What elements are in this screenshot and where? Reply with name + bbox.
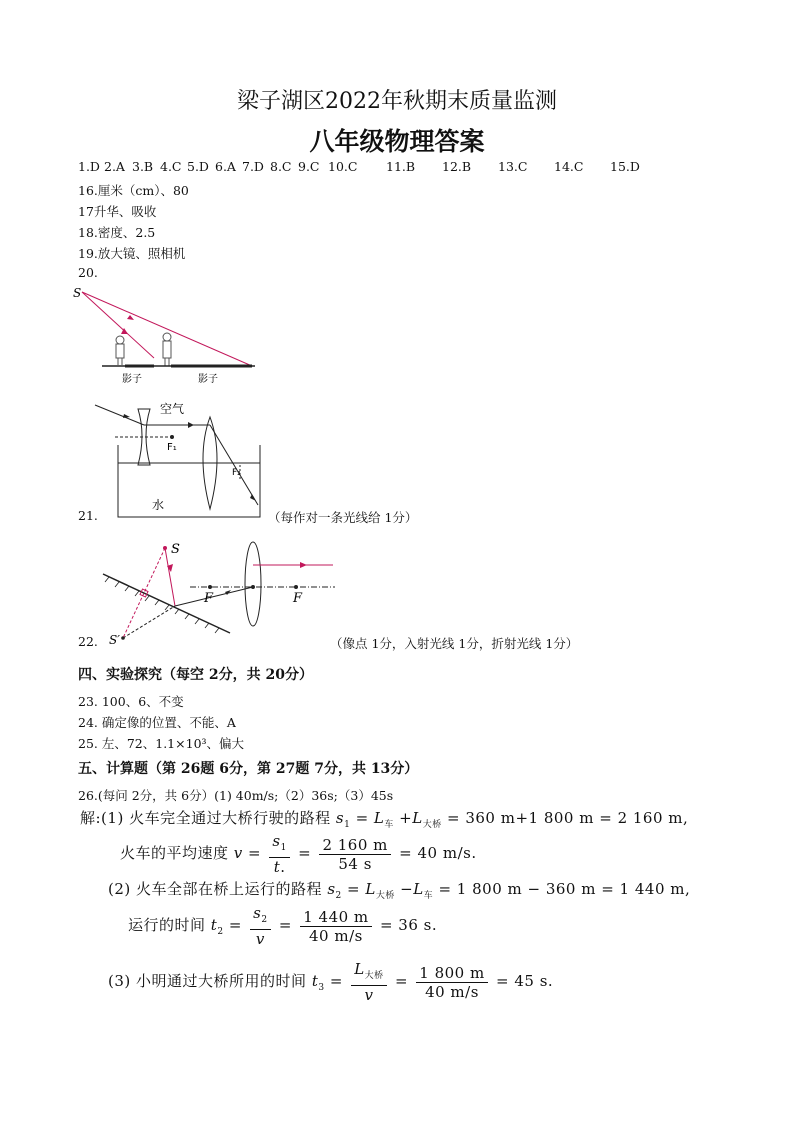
arrow-icon bbox=[127, 315, 134, 320]
mc-answer: 12.B bbox=[442, 159, 472, 174]
air-label: 空气 bbox=[160, 402, 185, 416]
answer-q23: 23. 100、6、不变 bbox=[78, 694, 184, 709]
arrow-icon bbox=[188, 422, 194, 428]
mc-answer: 3.B bbox=[132, 159, 154, 174]
focus-label-f1: F₁ bbox=[167, 442, 177, 453]
diagram-lenses-water bbox=[90, 395, 270, 520]
light-ray-1 bbox=[82, 292, 154, 358]
lens-center bbox=[251, 585, 255, 589]
answer-q24: 24. 确定像的位置、不能、A bbox=[78, 715, 236, 730]
arrow-icon bbox=[250, 494, 256, 501]
light-ray-2 bbox=[82, 292, 252, 366]
mc-answer: 8.C bbox=[270, 159, 292, 174]
arrow-icon bbox=[123, 414, 130, 418]
reflected-ray bbox=[175, 587, 253, 606]
mc-answer: 15.D bbox=[610, 159, 640, 174]
mc-answer: 5.D bbox=[187, 159, 209, 174]
q22-scoring-note: （像点 1分，入射光线 1分，折射光线 1分） bbox=[330, 636, 579, 651]
mc-answer: 13.C bbox=[498, 159, 528, 174]
diagram-mirror-lens bbox=[95, 538, 345, 648]
mc-answer: 11.B bbox=[386, 159, 416, 174]
focus-point-right bbox=[294, 585, 298, 589]
answer-q16: 16.厘米（cm）、80 bbox=[78, 183, 189, 198]
mc-answer: 4.C bbox=[160, 159, 182, 174]
answer-q22-label: 22. bbox=[78, 634, 98, 649]
focus-point-left bbox=[208, 585, 212, 589]
shadow-label-1: 影子 bbox=[122, 374, 142, 385]
shadow-label-2: 影子 bbox=[198, 374, 218, 385]
focus-point-f1 bbox=[170, 435, 174, 439]
mc-answer: 9.C bbox=[298, 159, 320, 174]
focus-label-left: F bbox=[204, 591, 214, 606]
water-label: 水 bbox=[152, 498, 165, 512]
image-label-s-prime: S′ bbox=[109, 633, 120, 647]
concave-lens bbox=[138, 409, 150, 465]
solution-2-time: 运行的时间 $t_2$ = $\frac{s_2}{v}$ = $\frac{1 440 m}{40 m/s}$ = 36 s. bbox=[128, 904, 438, 948]
incident-ray bbox=[95, 405, 144, 425]
focus-label-f2: F₂ bbox=[232, 468, 241, 478]
solution-2-distance: (2) 火车全部在桥上运行的路程 $s_2 = L_{大桥} -L_车 = 1$ 800 m − 360 m = 1 440 m, bbox=[108, 880, 691, 901]
q21-scoring-note: （每作对一条光线给 1分） bbox=[268, 510, 418, 525]
source-label-s: S bbox=[171, 542, 180, 557]
answer-q19: 19.放大镜、照相机 bbox=[78, 246, 186, 261]
person-icon bbox=[163, 333, 171, 366]
answer-q20-label: 20. bbox=[78, 265, 98, 280]
focus-label-right: F bbox=[293, 591, 303, 606]
section-4-heading: 四、实验探究（每空 2分，共 20分） bbox=[78, 667, 313, 683]
convex-lens bbox=[245, 542, 261, 626]
mc-answer: 1.D bbox=[78, 159, 100, 174]
mc-answer: 14.C bbox=[554, 159, 584, 174]
answer-q18: 18.密度、2.5 bbox=[78, 225, 156, 240]
solution-3-time: (3) 小明通过大桥所用的时间 $t_3$ = $\frac{L_{大桥}}{v}$ = $\frac{1 800 m}{40 m/s}$ = 45 s. bbox=[108, 960, 554, 1004]
arrow-icon bbox=[300, 562, 307, 568]
section-5-heading: 五、计算题（第 26题 6分，第 27题 7分，共 13分） bbox=[78, 761, 419, 777]
person-icon bbox=[116, 336, 124, 365]
diagram-shadows bbox=[70, 282, 270, 387]
light-source-label: S bbox=[73, 286, 82, 300]
document-title: 梁子湖区2022年秋期末质量监测 bbox=[237, 89, 557, 114]
answer-q17: 17升华、吸收 bbox=[78, 204, 157, 219]
document-subtitle: 八年级物理答案 bbox=[309, 127, 485, 156]
solution-1-distance: 解:(1) 火车完全通过大桥行驶的路程 $s_1 = L_车 +L_{大桥} = 360$ m+1 800 m = 2 160 m, bbox=[80, 809, 689, 830]
mirror-hatching bbox=[105, 577, 219, 633]
solution-1-speed: 火车的平均速度 v = $\frac{s_1}{t.}$ = $\frac{2 160 m}{54 s}$ = 40 m/s. bbox=[120, 832, 477, 876]
answer-q26-summary: 26.(每问 2分，共 6分）(1) 40m/s;（2）36s;（3）45s bbox=[78, 788, 394, 803]
mc-answer: 7.D bbox=[242, 159, 264, 174]
mc-answer: 6.A bbox=[215, 159, 236, 174]
mc-answer: 10.C bbox=[328, 159, 358, 174]
answer-q21-label: 21. bbox=[78, 508, 98, 523]
answer-q25: 25. 左、72、1.1×10³、偏大 bbox=[78, 736, 245, 751]
mc-answer: 2.A bbox=[104, 159, 125, 174]
